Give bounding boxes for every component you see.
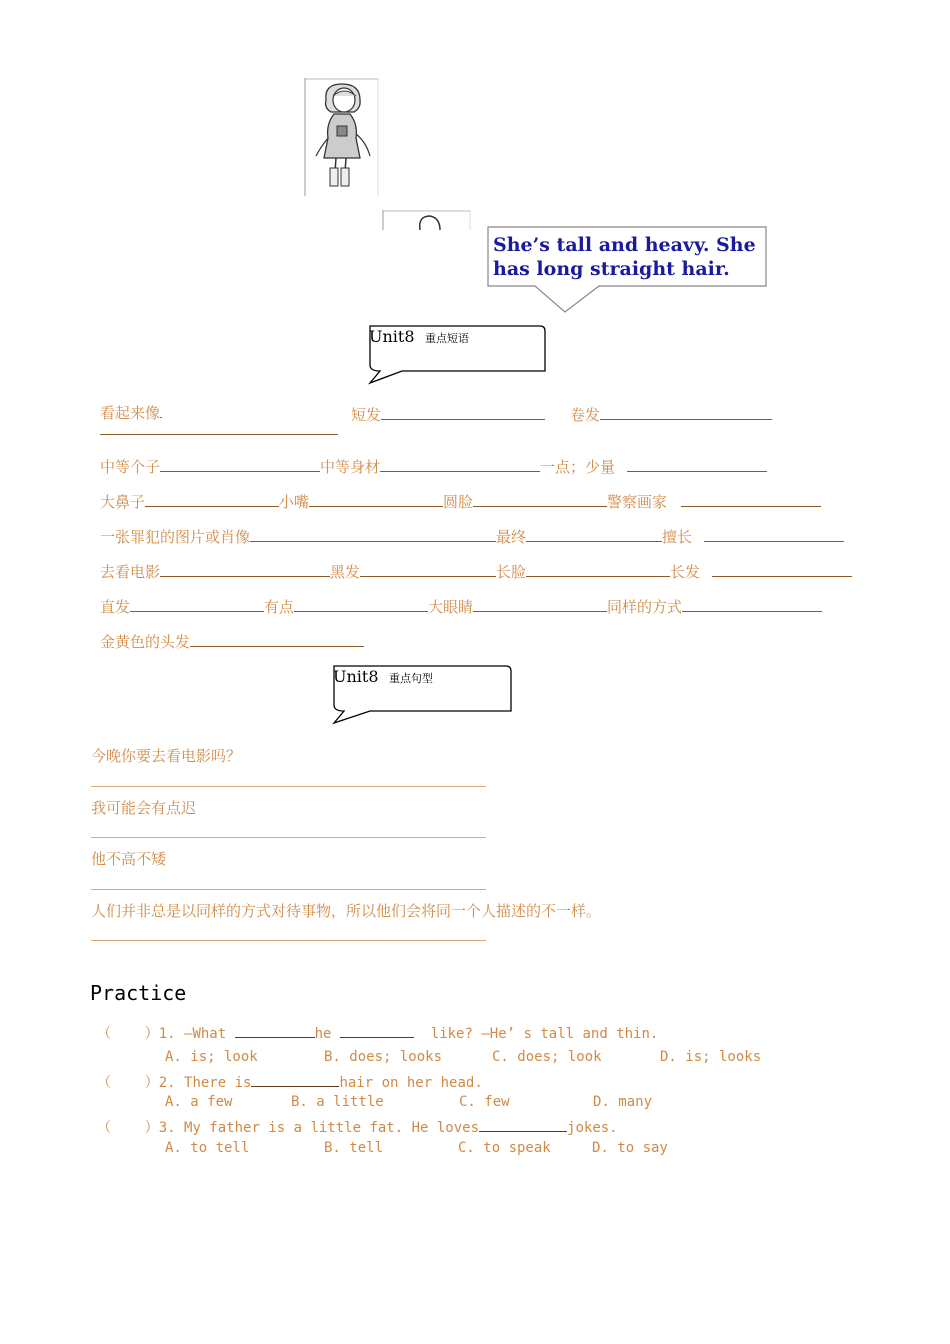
answer-blank[interactable] bbox=[627, 457, 767, 472]
answer-blank[interactable] bbox=[160, 562, 330, 577]
phrase-medium-height: 中等个子 bbox=[100, 458, 161, 476]
option-c[interactable]: C. does; look bbox=[492, 1049, 602, 1065]
phrase-be-good-at: 擅长 bbox=[662, 528, 693, 546]
sentence-prompt: 我可能会有点迟 bbox=[91, 799, 197, 817]
answer-bracket[interactable]: （ ）1. bbox=[97, 1026, 176, 1042]
answer-blank[interactable] bbox=[380, 457, 540, 472]
phrase-in-the-end: 最终 bbox=[496, 528, 527, 546]
phrase-a-bit: 有点 bbox=[264, 598, 295, 616]
partial-illustration bbox=[382, 210, 472, 230]
phrase-looks-like: 看起来像 bbox=[100, 404, 161, 422]
bubble-line-2: has long straight hair. bbox=[493, 258, 730, 280]
practice-title: Practice bbox=[90, 981, 187, 1005]
question-1: （ ）1. —What he like? —He’ s tall and thin. bbox=[97, 1026, 659, 1042]
phrase-row bbox=[351, 404, 545, 425]
option-b[interactable]: B. does; looks bbox=[324, 1049, 443, 1065]
phrase-small-mouth: 小嘴 bbox=[279, 493, 310, 511]
phrase-go-to-movie: 去看电影 bbox=[100, 563, 161, 581]
answer-blank[interactable] bbox=[251, 1074, 339, 1087]
phrase-row bbox=[100, 561, 852, 582]
answer-blank[interactable] bbox=[526, 562, 670, 577]
answer-bracket[interactable]: （ ）3. bbox=[97, 1120, 176, 1136]
options-row bbox=[165, 1094, 652, 1110]
answer-blank[interactable] bbox=[526, 527, 662, 542]
answer-blank[interactable] bbox=[473, 597, 607, 612]
answer-blank[interactable] bbox=[340, 1025, 414, 1038]
answer-line[interactable] bbox=[91, 889, 486, 890]
sentence-prompt: 他不高不矮 bbox=[91, 850, 167, 868]
option-d[interactable]: D. many bbox=[593, 1094, 653, 1110]
answer-blank[interactable] bbox=[235, 1025, 315, 1038]
answer-blank[interactable] bbox=[682, 597, 822, 612]
option-d[interactable]: D. is; looks bbox=[660, 1049, 762, 1065]
phrase-blonde-hair: 金黄色的头发 bbox=[100, 633, 191, 651]
answer-blank[interactable] bbox=[712, 562, 852, 577]
option-b[interactable]: B. a little bbox=[291, 1094, 384, 1110]
section-title-bubble-phrases bbox=[366, 325, 548, 385]
answer-blank[interactable] bbox=[704, 527, 844, 542]
phrase-row bbox=[100, 456, 767, 477]
answer-blank[interactable] bbox=[360, 562, 496, 577]
phrase-big-nose: 大鼻子 bbox=[100, 493, 146, 511]
unit-label: Unit8 bbox=[369, 327, 415, 346]
option-d[interactable]: D. to say bbox=[592, 1140, 668, 1156]
answer-line[interactable] bbox=[91, 940, 486, 941]
answer-line[interactable] bbox=[91, 786, 486, 787]
phrase-row bbox=[100, 402, 162, 423]
phrase-row bbox=[100, 596, 822, 617]
phrase-black-hair: 黑发 bbox=[330, 563, 361, 581]
option-c[interactable]: C. to speak bbox=[458, 1140, 551, 1156]
answer-blank[interactable] bbox=[473, 492, 607, 507]
phrase-long-face: 长脸 bbox=[496, 563, 527, 581]
phrase-same-way: 同样的方式 bbox=[607, 598, 683, 616]
phrase-a-little: 一点；少量 bbox=[540, 458, 616, 476]
option-c[interactable]: C. few bbox=[459, 1094, 510, 1110]
phrase-row bbox=[100, 631, 364, 652]
answer-blank[interactable] bbox=[381, 405, 545, 420]
sentence-prompt: 今晚你要去看电影吗？ bbox=[91, 747, 242, 765]
option-a[interactable]: A. to tell bbox=[165, 1140, 250, 1156]
phrase-row bbox=[570, 404, 772, 425]
phrase-short-hair: 短发 bbox=[351, 406, 382, 424]
answer-blank[interactable] bbox=[309, 492, 443, 507]
answer-bracket[interactable]: （ ）2. bbox=[97, 1075, 176, 1091]
bubble-line-1: She’s tall and heavy. She bbox=[493, 234, 756, 256]
phrase-curly-hair: 卷发 bbox=[570, 406, 601, 424]
answer-blank[interactable] bbox=[681, 492, 821, 507]
phrase-criminal-picture: 一张罪犯的图片或肖像 bbox=[100, 528, 251, 546]
answer-blank[interactable] bbox=[600, 405, 772, 420]
option-a[interactable]: A. is; look bbox=[165, 1049, 258, 1065]
girl-illustration bbox=[304, 78, 380, 196]
speech-bubble bbox=[487, 226, 769, 318]
answer-blank[interactable] bbox=[190, 632, 364, 647]
phrase-straight-hair: 直发 bbox=[100, 598, 131, 616]
answer-blank[interactable] bbox=[145, 492, 279, 507]
options-row bbox=[165, 1140, 668, 1156]
phrase-row bbox=[100, 491, 821, 512]
answer-blank[interactable] bbox=[294, 597, 428, 612]
section-title-bubble-sentences bbox=[330, 665, 514, 725]
answer-blank[interactable] bbox=[130, 597, 264, 612]
unit-label: Unit8 bbox=[333, 667, 379, 686]
phrase-big-eyes: 大眼睛 bbox=[428, 598, 474, 616]
option-b[interactable]: B. tell bbox=[324, 1140, 384, 1156]
option-a[interactable]: A. a few bbox=[165, 1094, 233, 1110]
phrase-row bbox=[100, 526, 844, 547]
phrase-medium-build: 中等身材 bbox=[320, 458, 381, 476]
answer-blank[interactable] bbox=[160, 457, 320, 472]
section-label: 重点句型 bbox=[388, 673, 433, 685]
answer-blank[interactable] bbox=[100, 434, 338, 435]
answer-blank[interactable] bbox=[250, 527, 496, 542]
sentence-prompt: 人们并非总是以同样的方式对待事物，所以他们会将同一个人描述的不一样。 bbox=[91, 902, 602, 920]
answer-line[interactable] bbox=[91, 837, 486, 838]
question-2: （ ）2. There is hair on her head. bbox=[97, 1075, 483, 1091]
options-row bbox=[165, 1049, 761, 1065]
question-3: （ ）3. My father is a little fat. He loves jokes. bbox=[97, 1120, 618, 1136]
phrase-police-artist: 警察画家 bbox=[607, 493, 668, 511]
phrase-round-face: 圆脸 bbox=[443, 493, 474, 511]
answer-blank[interactable] bbox=[479, 1119, 567, 1132]
phrase-long-hair: 长发 bbox=[670, 563, 701, 581]
section-label: 重点短语 bbox=[424, 333, 469, 345]
